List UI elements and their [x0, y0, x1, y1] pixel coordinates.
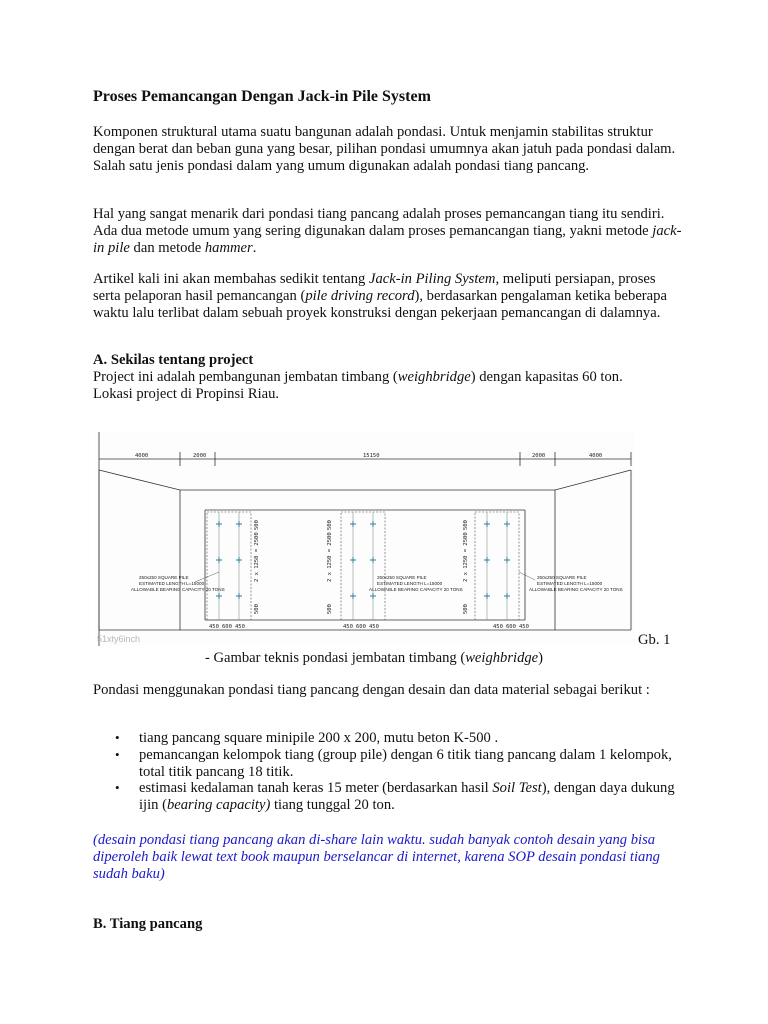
- text-run: dan metode: [129, 239, 205, 256]
- dim-top-5: 4000: [589, 453, 603, 459]
- dim-vertical-right: 2 x 1250 = 2500: [463, 532, 469, 582]
- section-a-title: A. Sekilas tentang project: [93, 352, 254, 368]
- figure-label: Gb. 1: [638, 632, 671, 648]
- dim-bottom-right-2: 600: [506, 624, 516, 630]
- dim-edge-right-bottom: 500: [463, 604, 469, 614]
- section-b-title: B. Tiang pancang: [93, 916, 203, 932]
- pile-note-left: [131, 572, 225, 592]
- dim-top-3: 15150: [363, 453, 380, 459]
- note-line: ALLOWABLE BEARING CAPACITY 20 TONS: [131, 587, 225, 592]
- foundation-drawing-svg: [95, 432, 635, 646]
- emphasis-jack-in-pile: jack-in pile: [93, 222, 682, 256]
- text-run: , meliputi persiapan, proses serta pelaporan hasil pemancangan (: [93, 271, 656, 304]
- section-a: [93, 352, 683, 402]
- text-run: ), dengan daya dukung ijin (: [139, 780, 675, 814]
- note-line: ESTIMATED LENGTH L=15000: [377, 581, 443, 586]
- section-a-line-2: Lokasi project di Propinsi Riau.: [93, 385, 280, 402]
- emphasis-weighbridge: weighbridge: [397, 368, 471, 385]
- list-item: [93, 780, 683, 814]
- text-run: ): [538, 650, 544, 666]
- emphasis-hammer: hammer: [204, 239, 253, 256]
- pile-note-middle: [369, 575, 463, 592]
- text-run: tiang tunggal 20 ton.: [270, 797, 395, 814]
- text-run: Hal yang sangat menarik dari pondasi tiang pancang adalah proses pemancangan tiang itu sendiri. Ada dua metode umum yang sering digunakan dalam proses pemancangan tiang, yakni metode: [93, 206, 665, 239]
- dim-bottom-right-1: 450: [493, 624, 503, 630]
- watermark: 51xty6inch: [97, 634, 141, 644]
- technical-drawing: [95, 432, 635, 646]
- dim-bottom-left-2: 600: [222, 624, 232, 630]
- note-line: 250x250 SQUARE PILE: [537, 575, 587, 580]
- text-run: .: [252, 239, 257, 256]
- dim-bottom-left-3: 450: [235, 624, 245, 630]
- dim-edge-left-top: 500: [254, 520, 260, 530]
- section-a-line-1: [93, 369, 683, 386]
- pit-outline-top: [99, 470, 631, 490]
- dim-edge-mid-top: 500: [327, 520, 333, 530]
- dim-bottom-right-3: 450: [519, 624, 529, 630]
- dim-bottom-mid-2: 600: [356, 624, 366, 630]
- emphasis-jack-in-piling-system: Jack-in Piling System: [369, 271, 496, 287]
- note-line: ALLOWABLE BEARING CAPACITY 20 TONS: [369, 587, 463, 592]
- note-line: ESTIMATED LENGTH L=15000: [139, 581, 205, 586]
- dim-bottom-left-1: 450: [209, 624, 219, 630]
- text-run: ), berdasarkan pengalaman ketika beberapa waktu lalu terlibat dalam sebuah proyek konstruksi dengan pekerjaan pemancangan di dalamnya.: [93, 287, 667, 321]
- text-run: - Gambar teknis pondasi jembatan timbang (: [205, 650, 466, 666]
- dim-bottom-mid-3: 450: [369, 624, 379, 630]
- dim-edge-left-bottom: 500: [254, 604, 260, 614]
- text-run: ) dengan kapasitas 60 ton.: [470, 368, 623, 385]
- list-item: • pemancangan kelompok tiang (group pile) dengan 6 titik tiang pancang dalam 1 kelompok, total titik pancang 18 titik.: [93, 747, 683, 781]
- dim-edge-right-top: 500: [463, 520, 469, 530]
- intro-paragraph-2: [93, 206, 683, 256]
- body-paragraph-4: Pondasi menggunakan pondasi tiang pancang dengan desain dan data material sebagai berikut :: [93, 682, 650, 698]
- note-line: ALLOWABLE BEARING CAPACITY 20 TONS: [529, 587, 623, 592]
- emphasis-soil-test: Soil Test: [492, 780, 542, 797]
- list-item: • tiang pancang square minipile 200 x 200, mutu beton K-500 .: [93, 730, 683, 747]
- emphasis-weighbridge-caption: weighbridge: [465, 650, 539, 666]
- figure-caption: [205, 650, 543, 667]
- material-list: [93, 730, 683, 814]
- page-title: Proses Pemancangan Dengan Jack-in Pile System: [93, 88, 431, 105]
- pile-group-middle: [341, 512, 385, 620]
- dim-vertical-left: 2 x 1250 = 2500: [254, 532, 260, 582]
- dim-top-1: 4000: [135, 453, 149, 459]
- emphasis-pile-driving-record: pile driving record: [305, 287, 415, 304]
- note-line: 250x250 SQUARE PILE: [139, 575, 189, 580]
- pile-group-right: [475, 512, 519, 620]
- text-run: estimasi kedalaman tanah keras 15 meter (berdasarkan hasil: [139, 780, 493, 797]
- note-line: ESTIMATED LENGTH L=15000: [537, 581, 603, 586]
- dim-edge-mid-bottom: 500: [327, 604, 333, 614]
- emphasis-bearing-capacity: bearing capacity): [166, 797, 271, 814]
- intro-paragraph-1: Komponen struktural utama suatu bangunan adalah pondasi. Untuk menjamin stabilitas struktur dengan berat dan beban guna yang besar, pilihan pondasi umumnya akan jatuh pada pondasi dalam. Salah satu jenis pondasi dalam yang umum digunakan adalah pondasi tiang pancang.: [93, 124, 676, 174]
- dim-top-2: 2000: [193, 453, 207, 459]
- dim-vertical-middle: 2 x 1250 = 2500: [327, 532, 333, 582]
- note-line: 250x250 SQUARE PILE: [377, 575, 427, 580]
- dim-bottom-mid-1: 450: [343, 624, 353, 630]
- design-note: (desain pondasi tiang pancang akan di-share lain waktu. sudah banyak contoh desain yang bisa diperoleh baik lewat text book maupun berselancar di internet, karena SOP desain pondasi tiang sudah baku): [93, 832, 660, 882]
- text-run: Artikel kali ini akan membahas sedikit tentang: [93, 271, 369, 287]
- pile-note-right: [519, 572, 623, 592]
- intro-paragraph-3: [93, 271, 683, 321]
- text-run: Project ini adalah pembangunan jembatan timbang (: [93, 368, 398, 385]
- pile-group-left: [207, 512, 251, 620]
- dim-top-4: 2000: [532, 453, 546, 459]
